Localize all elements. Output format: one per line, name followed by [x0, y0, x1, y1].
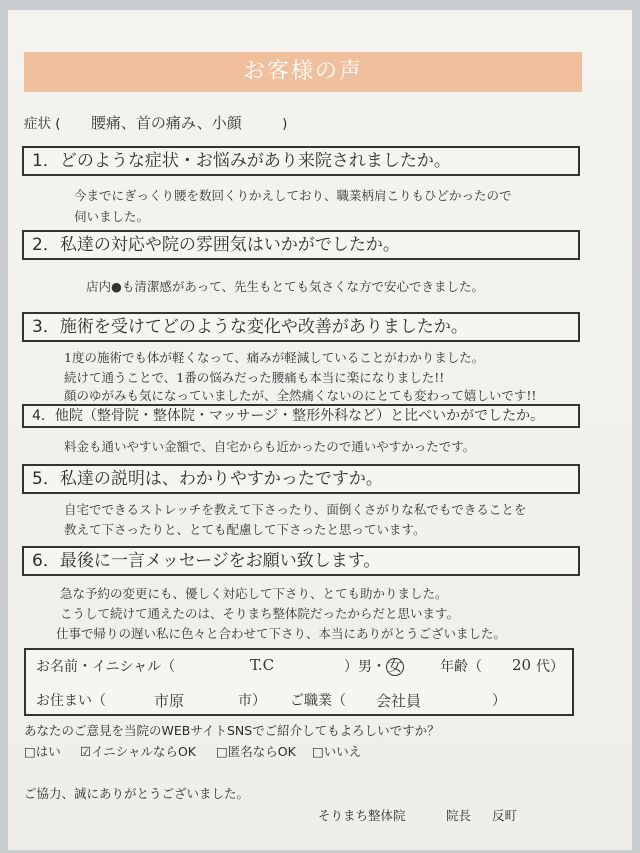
name-label: お名前・イニシャル（ — [36, 659, 176, 675]
address-suffix: 市） — [238, 693, 266, 709]
job-label: ご職業（ — [290, 693, 346, 709]
clinic-name: そりまち整体院 — [318, 808, 406, 823]
question-6: 6．最後に一言メッセージをお願い致します。 — [22, 546, 580, 576]
consent-option-yes[interactable]: □はい — [24, 744, 61, 759]
age-suffix: 代） — [536, 659, 564, 675]
answer-3-line-2: 続けて通うことで、1番の悩みだった腰痛も本当に楽になりました!! — [64, 370, 445, 385]
answer-6-line-3: 仕事で帰りの遅い私に色々と合わせて下さり、本当にありがとうございました。 — [56, 626, 507, 641]
thanks-message: ご協力、誠にありがとうございました。 — [24, 786, 250, 801]
answer-4-line-1: 料金も通いやすい金額で、自宅からも近かったので通いやすかったです。 — [64, 439, 476, 454]
question-3: 3．施術を受けてどのような変化や改善がありましたか。 — [22, 312, 580, 342]
consent-option-no[interactable]: □いいえ — [312, 744, 362, 759]
director-title: 院長 — [446, 808, 472, 823]
consent-option-initials[interactable]: ☑イニシャルならOK — [80, 744, 196, 759]
answer-6-line-1: 急な予約の変更にも、優しく対応して下さり、とても助かりました。 — [60, 586, 448, 601]
answer-5-line-1: 自宅でできるストレッチを教えて下さったり、面倒くさがりな私でもできることを — [64, 502, 527, 517]
customer-info-box — [24, 648, 574, 716]
answer-2-line-1: 店内●も清潔感があって、先生もとても気さくな方で安心できました。 — [86, 279, 485, 294]
question-1: 1．どのような症状・お悩みがあり来院されましたか。 — [22, 146, 580, 176]
symptom-value: 腰痛、首の痛み、小顔 — [90, 114, 242, 132]
answer-1-line-2: 伺いました。 — [74, 209, 150, 224]
question-5: 5．私達の説明は、わかりやすかったですか。 — [22, 464, 580, 494]
symptom-label: 症状 ( — [24, 116, 61, 132]
consent-question: あなたのご意見を当院のWEBサイトSNSでご紹介してもよろしいですか？ — [24, 723, 440, 738]
job-value: 会社員 — [376, 692, 422, 710]
answer-5-line-2: 教えて下さったりと、とても配慮して下さったと思っています。 — [64, 522, 426, 537]
consent-option-anonymous[interactable]: □匿名ならOK — [216, 744, 296, 759]
answer-3-line-3: 顔のゆがみも気になっていましたが、全然痛くないのにとても変わって嬉しいです!! — [64, 388, 537, 403]
page-title: お客様の声 — [24, 52, 582, 92]
age-value: 20 — [512, 656, 532, 674]
answer-3-line-1: 1度の施術でも体が軽くなって、痛みが軽減していることがわかりました。 — [64, 350, 485, 365]
age-label: 年齢（ — [440, 659, 482, 675]
answer-6-line-2: こうして続けて通えたのは、そりまち整体院だったからだと思います。 — [60, 606, 460, 621]
address-value: 市原 — [154, 692, 185, 710]
question-4: 4．他院（整骨院・整体院・マッサージ・整形外科など）と比べいかがでしたか。 — [22, 404, 580, 428]
gender-close: ）男・ — [344, 659, 386, 675]
answer-1-line-1: 今までにぎっくり腰を数回くりかえしており、職業柄肩こりもひどかったので — [74, 188, 512, 203]
question-2: 2．私達の対応や院の雰囲気はいかがでしたか。 — [22, 230, 580, 260]
job-close: ） — [492, 693, 506, 709]
address-label: お住まい（ — [36, 693, 106, 709]
symptom-row — [24, 112, 287, 133]
gender-label — [344, 656, 404, 676]
symptom-close: ) — [282, 116, 288, 132]
director-name: 反町 — [492, 808, 518, 823]
gender-selected-circle: 女 — [388, 659, 402, 675]
name-value: T.C — [250, 656, 275, 674]
